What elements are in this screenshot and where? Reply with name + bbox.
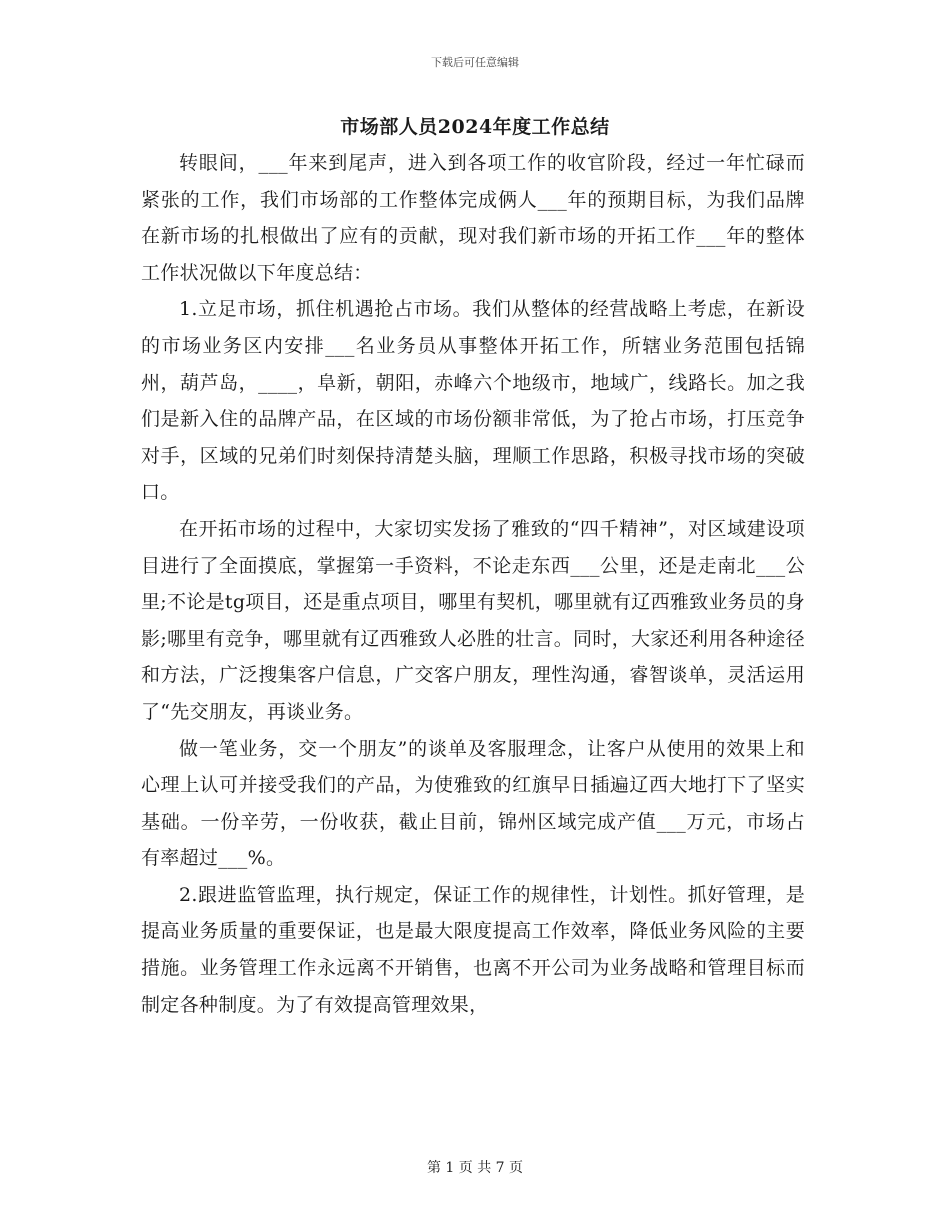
paragraph-supervision: 2.跟进监管监理，执行规定，保证工作的规律性，计划性。抓好管理，是提高业务质量的重要保证，也是最大限度提高工作效率，降低业务风险的主要措施。业务管理工作永远离不开销售，也离不开公司为业务战略和管理目标而制定各种制度。为了有效提高管理效果， [141, 883, 805, 1016]
header-note: 下载后可任意编辑 [431, 56, 519, 69]
document-title: 市场部人员2024年度工作总结 [340, 116, 610, 138]
page-number: 第 1 页 共 7 页 [426, 1160, 524, 1176]
paragraph-business-friendship: 做一笔业务，交一个朋友”的谈单及客服理念，让客户从使用的效果上和心理上认可并接受我们的产品，为使雅致的红旗早日插遍辽西大地打下了坚实基础。一份辛劳，一份收获，截止目前，锦州区域完成产值___万元，市场占有率超过___%。 [141, 737, 805, 870]
document-body [141, 145, 805, 1023]
paragraph-market-development: 在开拓市场的过程中，大家切实发扬了雅致的“四千精神”，对区域建设项目进行了全面摸底，掌握第一手资料，不论走东西___公里，还是走南北___公里;不论是tg项目，还是重点项目，哪里有契机，哪里就有辽西雅致业务员的身影;哪里有竞争，哪里就有辽西雅致人必胜的壮言。同时，大家还利用各种途径和方法，广泛搜集客户信息，广交客户朋友，理性沟通，睿智谈单，灵活运用了“先交朋友，再谈业务。 [141, 517, 806, 723]
paragraph-intro: 转眼间，___年来到尾声，进入到各项工作的收官阶段，经过一年忙碌而紧张的工作，我们市场部的工作整体完成俩人___年的预期目标，为我们品牌在新市场的扎根做出了应有的贡献，现对我们新市场的开拓工作___年的整体工作状况做以下年度总结： [141, 152, 805, 284]
paragraph-market-seizing: 1.立足市场，抓住机遇抢占市场。我们从整体的经营战略上考虑，在新设的市场业务区内安排___名业务员从事整体开拓工作，所辖业务范围包括锦州，葫芦岛，____，阜新，朝阳，赤峰六个地级市，地域广，线路长。加之我们是新入住的品牌产品，在区域的市场份额非常低，为了抢占市场，打压竞争对手，区域的兄弟们时刻保持清楚头脑，理顺工作思路，积极寻找市场的突破口。 [141, 298, 805, 504]
